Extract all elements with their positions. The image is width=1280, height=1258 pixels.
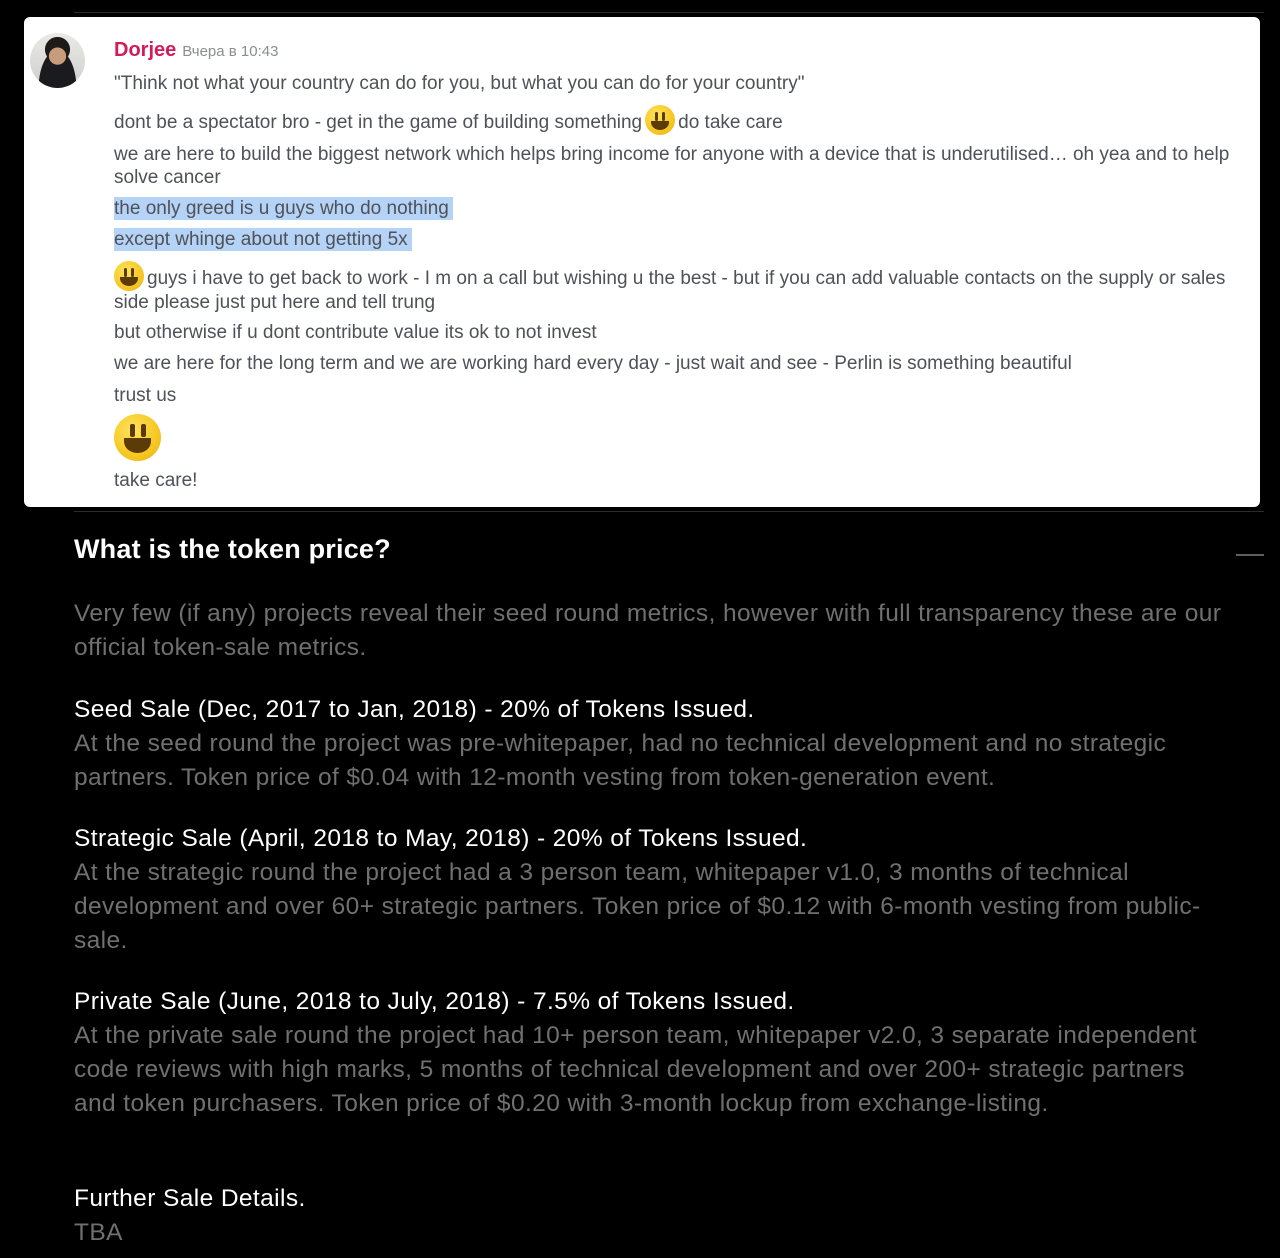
faq-intro: Very few (if any) projects reveal their seed round metrics, however with full transparency these are our official token-sale metrics.: [74, 600, 1222, 661]
message-line: take care!: [114, 470, 198, 491]
message-line: [114, 105, 1244, 135]
grinning-face-icon: [645, 105, 675, 135]
top-divider: [74, 12, 1264, 13]
message-line: we are here to build the biggest network which helps bring income for anyone with a device that is underutilised… oh yea and to help solve cancer: [114, 144, 1230, 188]
message-text: guys i have to get back to work - I m on a call but wishing u the best - but if you can add valuable contacts on the supply or sales side please just put here and tell trung: [114, 268, 1226, 313]
user-avatar[interactable]: [30, 33, 85, 88]
message-line: [114, 197, 1244, 220]
selected-text: except whinge about not getting 5x: [114, 228, 412, 251]
message-line: we are here for the long term and we are working hard every day - just wait and see - Perlin is something beautiful: [114, 353, 1072, 374]
message-timestamp: Вчера в 10:43: [182, 43, 279, 60]
author-name[interactable]: Dorjee: [114, 39, 177, 61]
message-line: trust us: [114, 385, 177, 406]
message-text: do take care: [678, 112, 783, 133]
message-line: [114, 228, 1244, 251]
message-line: [114, 261, 1244, 314]
sale-description: At the seed round the project was pre-whitepaper, had no technical development and no strategic partners. Token price of $0.04 with 12-month vesting from token-generation event.: [74, 730, 1167, 791]
grinning-face-icon: [114, 261, 144, 291]
grinning-face-icon: [114, 414, 161, 461]
sale-heading: Seed Sale (Dec, 2017 to Jan, 2018) - 20% of Tokens Issued.: [74, 696, 755, 723]
selected-text: the only greed is u guys who do nothing: [114, 197, 453, 220]
sale-description: At the private sale round the project had 10+ person team, whitepaper v2.0, 3 separate independent code reviews with high marks, 5 months of technical development and over 200+ strategic partners and token purchasers. Token price of $0.20 with 3-month lockup from exchange-listing.: [74, 1022, 1197, 1117]
message-line: "Think not what your country can do for you, but what you can do for your country": [114, 73, 805, 94]
section-divider: [74, 511, 1264, 512]
message-line: but otherwise if u dont contribute value its ok to not invest: [114, 322, 597, 343]
message-text: dont be a spectator bro - get in the game of building something: [114, 112, 643, 133]
sale-heading: Strategic Sale (April, 2018 to May, 2018) - 20% of Tokens Issued.: [74, 825, 808, 852]
message-header: [114, 39, 278, 62]
sale-heading: Private Sale (June, 2018 to July, 2018) - 7.5% of Tokens Issued.: [74, 988, 795, 1015]
sale-heading: Further Sale Details.: [74, 1185, 306, 1212]
faq-question-title[interactable]: What is the token price?: [74, 534, 391, 564]
collapse-icon[interactable]: [1236, 554, 1264, 556]
chat-message-screenshot: [24, 17, 1260, 507]
message-line: [114, 414, 1244, 461]
sale-description: At the strategic round the project had a 3 person team, whitepaper v1.0, 3 months of technical development and over 60+ strategic partners. Token price of $0.12 with 6-month vesting from public-sale.: [74, 859, 1201, 954]
sale-description: TBA: [74, 1219, 123, 1246]
